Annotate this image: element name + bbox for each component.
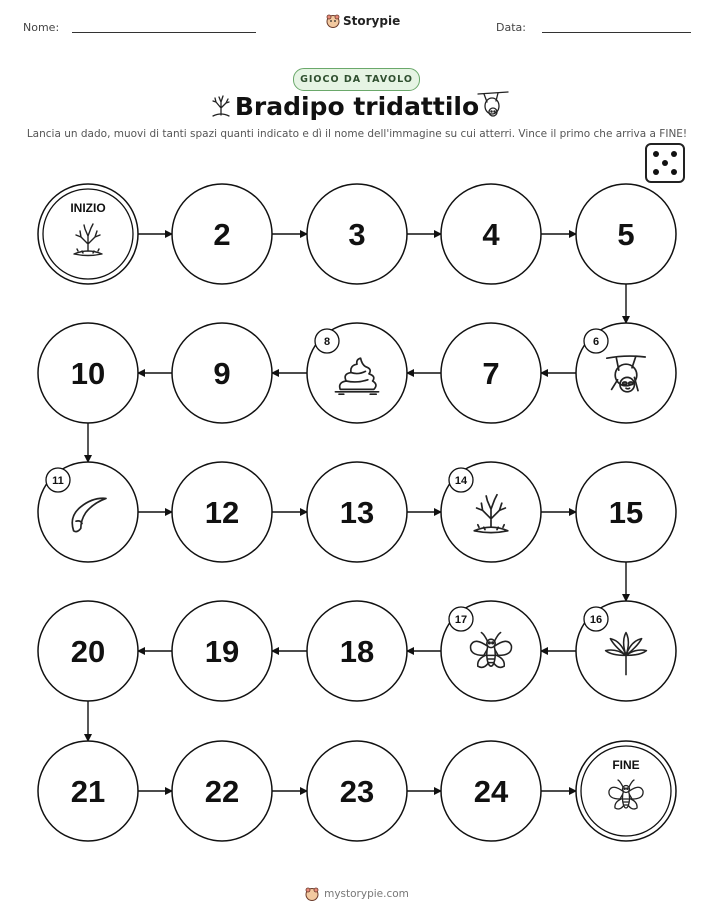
space-number: 4 (482, 217, 500, 252)
space-number: 24 (473, 774, 509, 809)
board-space-17 (441, 601, 541, 701)
space-number: 11 (52, 475, 64, 487)
space-number: 3 (348, 217, 366, 252)
board-space-24 (441, 741, 541, 841)
board-space-15 (576, 462, 676, 562)
board-space-10 (38, 323, 138, 423)
board-space-23 (307, 741, 407, 841)
board-space-19 (172, 601, 272, 701)
space-number: 12 (204, 495, 240, 530)
board-space-16 (576, 601, 676, 701)
space-number: 5 (617, 217, 635, 252)
start-label: INIZIO (70, 201, 106, 215)
board-space-6 (576, 323, 676, 423)
board-space-1 (38, 184, 138, 284)
page-title: Bradipo tridattilo (234, 92, 480, 121)
space-number: 22 (204, 774, 240, 809)
storypie-mascot-icon (305, 887, 319, 901)
space-number: 23 (339, 774, 375, 809)
board-space-22 (172, 741, 272, 841)
space-number: 21 (70, 774, 106, 809)
board-space-5 (576, 184, 676, 284)
board-space-25 (576, 741, 676, 841)
space-number: 16 (589, 614, 603, 626)
board-space-18 (307, 601, 407, 701)
board-space-9 (172, 323, 272, 423)
space-number: 2 (213, 217, 231, 252)
date-label: Data: (496, 21, 526, 34)
space-number: 17 (454, 614, 468, 626)
space-number: 10 (70, 356, 106, 391)
brand-name: Storypie (343, 14, 401, 28)
board-space-21 (38, 741, 138, 841)
space-number: 18 (339, 634, 375, 669)
space-number: 8 (323, 336, 331, 348)
board-space-7 (441, 323, 541, 423)
board-space-13 (307, 462, 407, 562)
board-space-8 (307, 323, 407, 423)
board-space-2 (172, 184, 272, 284)
space-number: 9 (213, 356, 231, 391)
board-space-14 (441, 462, 541, 562)
board-space-11 (38, 462, 138, 562)
space-number: 15 (608, 495, 644, 530)
board-space-3 (307, 184, 407, 284)
space-number: 20 (70, 634, 106, 669)
board-space-20 (38, 601, 138, 701)
space-number: 13 (339, 495, 375, 530)
space-number: 19 (204, 634, 240, 669)
board-space-12 (172, 462, 272, 562)
footer (0, 887, 714, 901)
footer-site[interactable]: mystorypie.com (324, 888, 409, 900)
space-number: 6 (592, 336, 600, 348)
space-number: 14 (454, 475, 468, 487)
board-space-4 (441, 184, 541, 284)
game-type-badge: GIOCO DA TAVOLO (293, 68, 420, 91)
name-label: Nome: (23, 21, 60, 34)
finish-label: FINE (612, 758, 640, 772)
instructions-text: Lancia un dado, muovi di tanti spazi quanti indicato e dì il nome dell'immagine su cui atterri. Vince il primo che arriva a FINE! (26, 128, 688, 140)
space-number: 7 (482, 356, 500, 391)
